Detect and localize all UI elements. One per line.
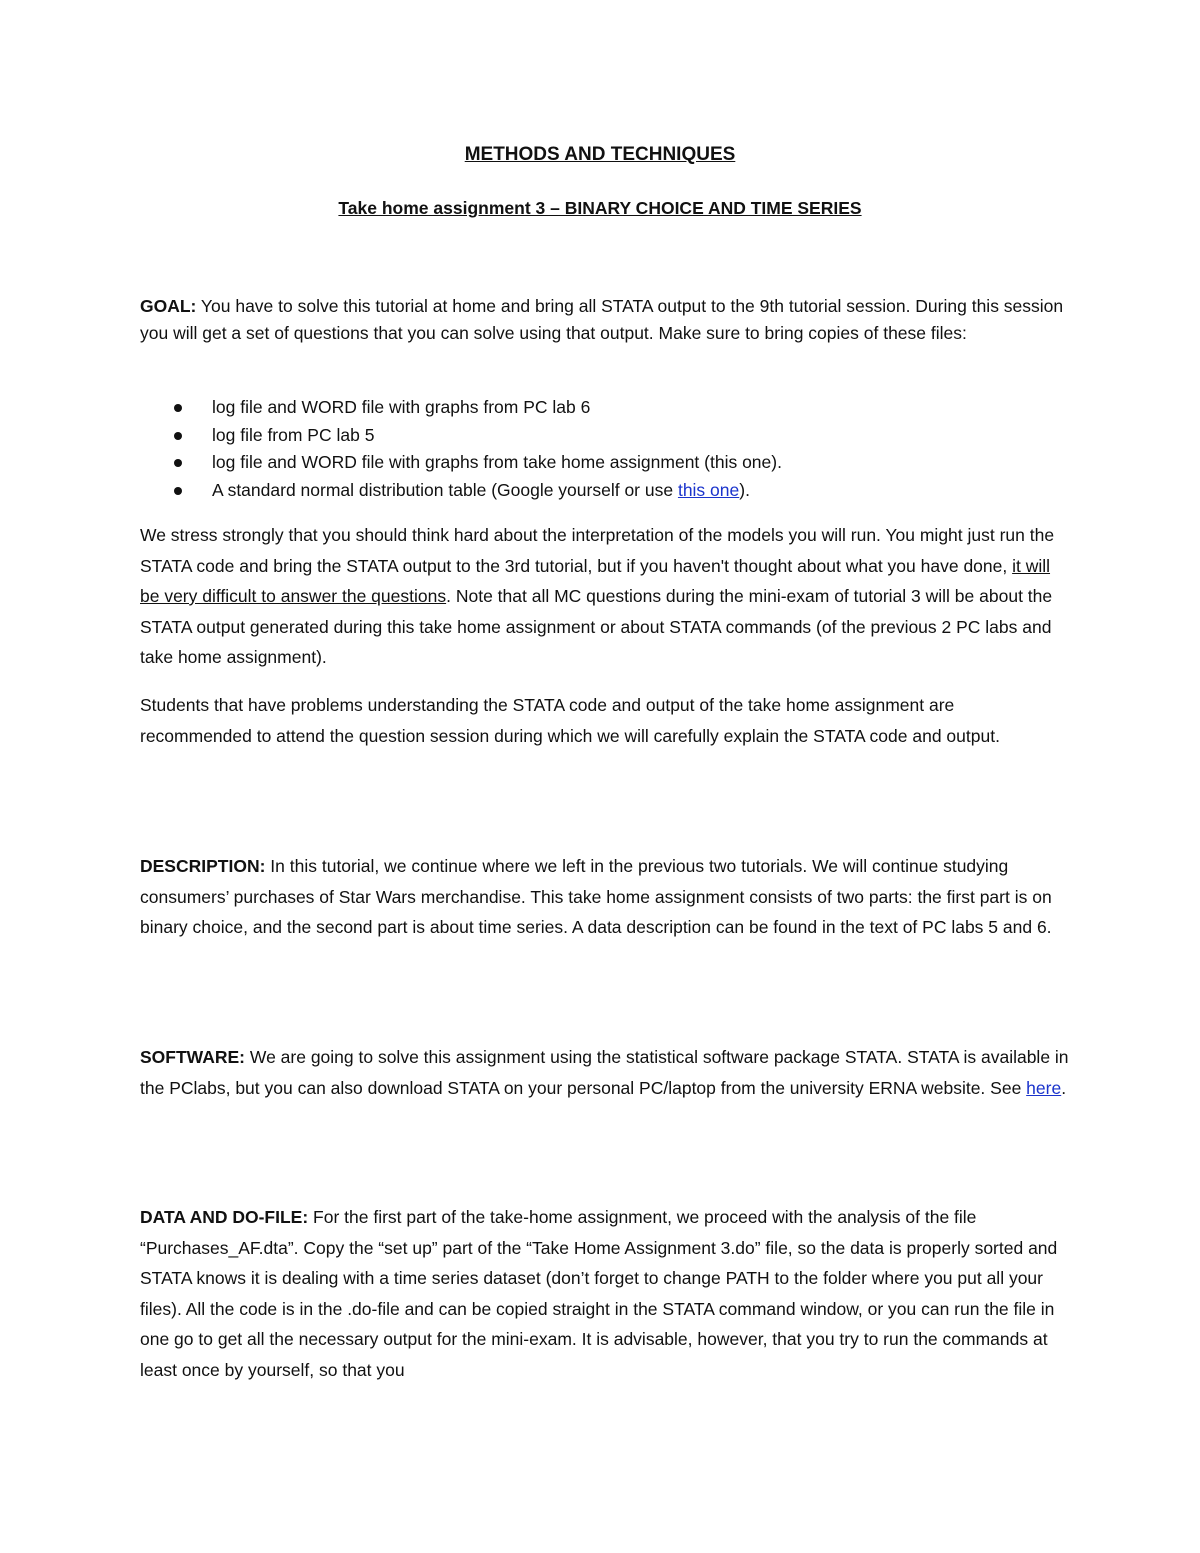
- bullet-icon: [174, 432, 182, 440]
- list-item-text: log file and WORD file with graphs from take home assignment (this one).: [212, 452, 782, 473]
- goal-paragraph: [140, 293, 1070, 347]
- data-paragraph: [140, 1202, 1070, 1385]
- bullet-icon: [174, 459, 182, 467]
- document-title: METHODS AND TECHNIQUES: [464, 144, 736, 165]
- erna-link[interactable]: here: [1026, 1077, 1062, 1098]
- data-label: DATA AND DO-FILE:: [140, 1207, 309, 1227]
- list-item: [140, 477, 1070, 505]
- software-text-end: .: [1061, 1077, 1067, 1098]
- software-label: SOFTWARE:: [140, 1047, 245, 1067]
- list-item: [140, 394, 1070, 422]
- software-text: We are going to solve this assignment using the statistical software package STATA. STATA is available in the PClabs, but you can also download STATA on your personal PC/laptop from the university ERNA website. See: [140, 1047, 1069, 1098]
- description-paragraph: [140, 851, 1070, 943]
- software-paragraph: [140, 1042, 1070, 1103]
- goal-label: GOAL:: [140, 296, 197, 316]
- normal-table-link[interactable]: this one: [677, 480, 740, 501]
- list-item-text: log file and WORD file with graphs from PC lab 6: [212, 397, 591, 417]
- goal-text: You have to solve this tutorial at home and bring all STATA output to the 9th tutorial session. During this session you will get a set of questions that you can solve using that output. Make sure to bring copies of these files:: [140, 296, 1064, 343]
- list-item: [140, 422, 1070, 450]
- list-item-text: A standard normal distribution table (Google yourself or use: [212, 480, 678, 501]
- stress-underlined-text: it will be very difficult to answer the questions: [140, 555, 1051, 606]
- document-subtitle: Take home assignment 3 – BINARY CHOICE AND TIME SERIES: [338, 198, 862, 218]
- list-item-text-end: ).: [739, 480, 750, 501]
- bullet-icon: [174, 487, 182, 495]
- list-item-text: log file from PC lab 5: [212, 424, 375, 445]
- stress-text-end: . Note that all MC questions during the mini-exam of tutorial 3 will be about the STATA output generated during this take home assignment or about STATA commands (of the previous 2 PC labs and take home assignment).: [140, 586, 1053, 667]
- stress-paragraph: [140, 520, 1070, 673]
- data-text: For the first part of the take-home assignment, we proceed with the analysis of the file “Purchases_AF.dta”. Copy the “set up” part of the “Take Home Assignment 3.do” file, so the data is properly sorted and STATA knows it is dealing with a time series dataset (don’t forget to change PATH to the folder where you put all your files). All the code is in the .do-file and can be copied straight in the STATA command window, or you can run the file in one go to get all the necessary output for the mini-exam. It is advisable, however, that you try to run the commands at least once by yourself, so that you: [140, 1207, 1058, 1380]
- students-paragraph: Students that have problems understanding the STATA code and output of the take home assignment are recommended to attend the question session during which we will carefully explain the STATA code and output.: [140, 695, 1000, 746]
- description-text: In this tutorial, we continue where we left in the previous two tutorials. We will continue studying consumers’ purchases of Star Wars merchandise. This take home assignment consists of two parts: the first part is on binary choice, and the second part is about time series. A data description can be found in the text of PC labs 5 and 6.: [140, 856, 1052, 937]
- description-label: DESCRIPTION:: [140, 856, 266, 876]
- list-item: [140, 449, 1070, 477]
- bullet-icon: [174, 404, 182, 412]
- stress-text: We stress strongly that you should think hard about the interpretation of the models you will run. You might just run the STATA code and bring the STATA output to the 3rd tutorial, but if you haven't thought about what you have done,: [140, 525, 1055, 576]
- files-list: [140, 394, 1070, 505]
